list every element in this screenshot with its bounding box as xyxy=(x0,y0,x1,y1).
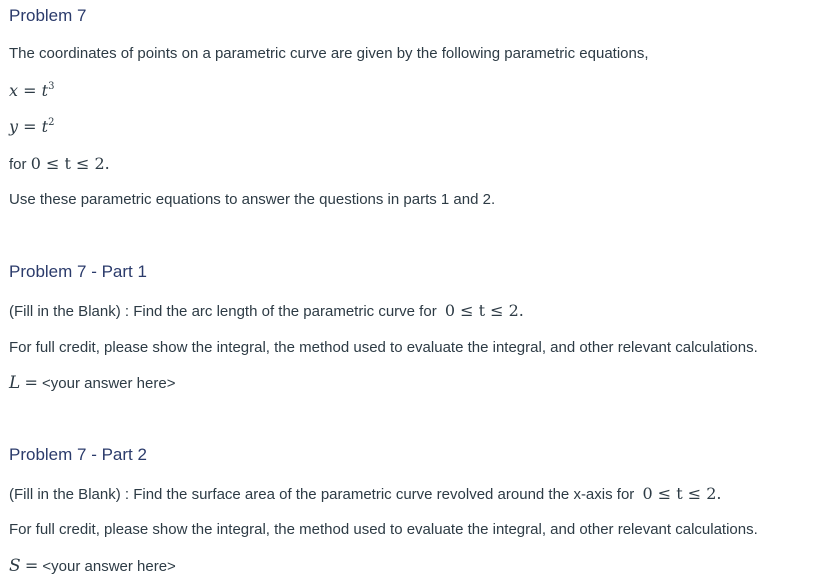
part1-question xyxy=(9,301,524,322)
part2-range-expression: 0 ≤ t ≤ 2. xyxy=(642,484,722,503)
part2-question xyxy=(9,484,722,505)
equation-x xyxy=(9,81,54,101)
equation-y xyxy=(9,117,54,137)
part1-credit-text: For full credit, please show the integral, the method used to evaluate the integral, and other relevant calculations. xyxy=(9,339,758,356)
part2-answer[interactable] xyxy=(9,556,176,577)
part1-question-text: (Fill in the Blank) : Find the arc length of the parametric curve for xyxy=(9,303,437,320)
problem-range xyxy=(9,154,110,175)
range-expression: 0 ≤ t ≤ 2. xyxy=(30,154,110,173)
eq-x-base: t xyxy=(41,81,49,100)
problem-title: Problem 7 xyxy=(9,6,87,25)
part2-answer-placeholder[interactable]: <your answer here> xyxy=(42,558,176,575)
part2-answer-equals: = xyxy=(24,556,39,575)
part2-credit-text: For full credit, please show the integral, the method used to evaluate the integral, and other relevant calculations. xyxy=(9,521,758,538)
part2-title: Problem 7 - Part 2 xyxy=(9,445,147,464)
part2-question-text: (Fill in the Blank) : Find the surface area of the parametric curve revolved around the x-axis for xyxy=(9,486,635,503)
part1-range-expression: 0 ≤ t ≤ 2. xyxy=(444,301,524,320)
part1-answer-equals: = xyxy=(24,373,38,392)
eq-x-exp: 3 xyxy=(48,81,55,92)
eq-x-op: = xyxy=(23,81,37,100)
part1-title: Problem 7 - Part 1 xyxy=(9,262,147,281)
part2-answer-variable: S xyxy=(9,556,21,576)
part1-answer-variable: L xyxy=(9,373,21,393)
problem-use-text: Use these parametric equations to answer the questions in parts 1 and 2. xyxy=(9,191,496,208)
part1-answer-placeholder[interactable]: <your answer here> xyxy=(42,375,176,392)
eq-y-base: t xyxy=(41,117,49,136)
eq-x-lhs: x xyxy=(9,81,19,100)
part1-answer[interactable] xyxy=(9,373,175,394)
eq-y-op: = xyxy=(23,117,37,136)
eq-y-lhs: y xyxy=(9,117,19,136)
range-prefix: for xyxy=(9,156,27,173)
problem-intro: The coordinates of points on a parametric curve are given by the following parametric equations, xyxy=(9,45,649,62)
eq-y-exp: 2 xyxy=(48,117,55,128)
